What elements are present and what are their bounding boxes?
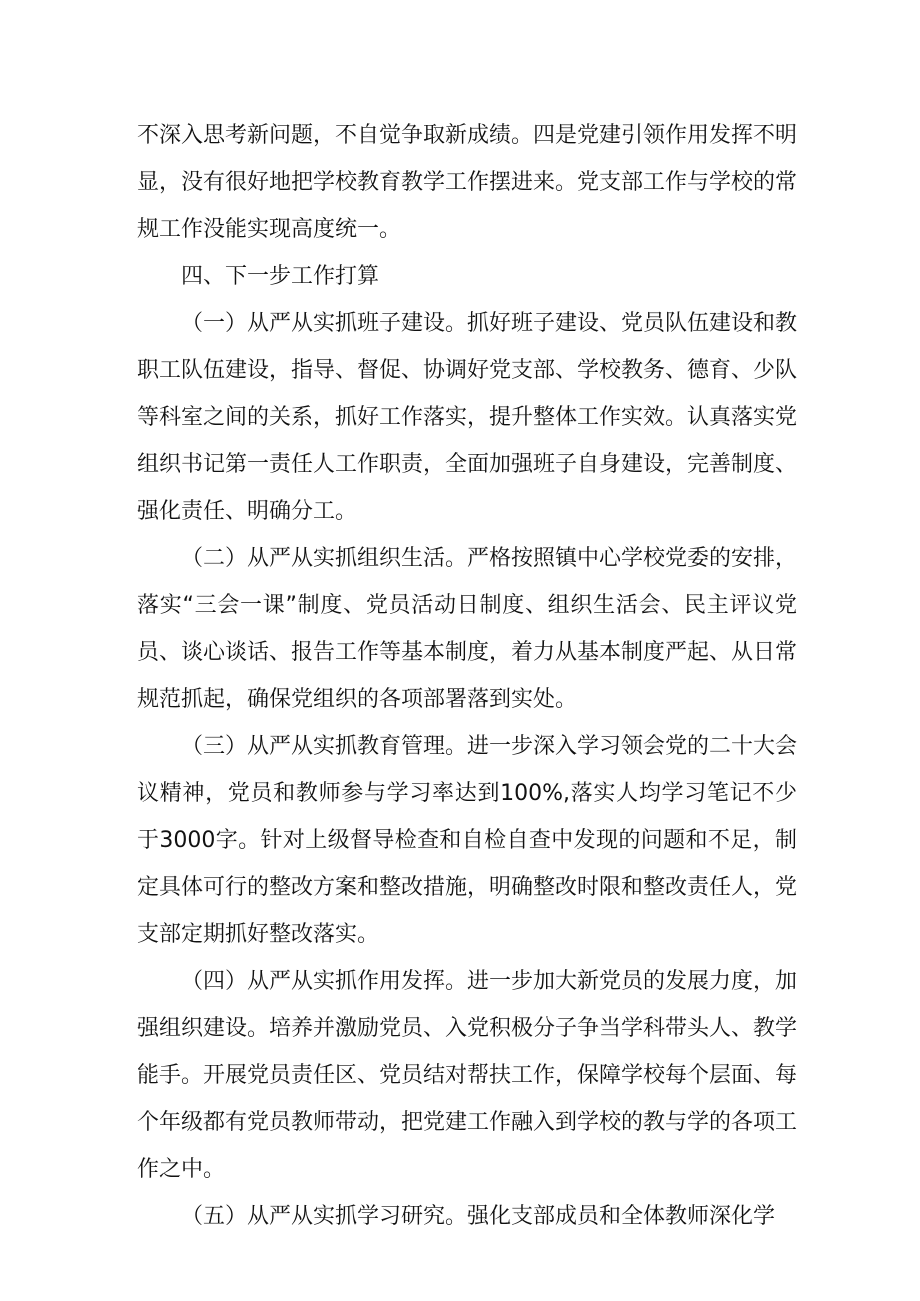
- paragraph-item-4: （四）从严从实抓作用发挥。进一步加大新党员的发展力度，加强组织建设。培养并激励党员、入党积极分子争当学科带头人、教学能手。开展党员责任区、党员结对帮扶工作，保障学校每个层面、每个年级都有党员教师带动，把党建工作融入到学校的教与学的各项工作之中。: [137, 969, 798, 1182]
- paragraph-item-2: （二）从严从实抓组织生活。严格按照镇中心学校党委的安排，落实“三会一课”制度、党员活动日制度、组织生活会、民主评议党员、谈心谈话、报告工作等基本制度，着力从基本制度严起、从日常规范抓起，确保党组织的各项部署落到实处。: [137, 546, 798, 712]
- paragraph-problems-continued: 不深入思考新问题，不自觉争取新成绩。四是党建引领作用发挥不明显，没有很好地把学校教育教学工作摆进来。党支部工作与学校的常规工作没能实现高度统一。: [137, 123, 798, 242]
- paragraph-item-3: （三）从严从实抓教育管理。进一步深入学习领会党的二十大会议精神，党员和教师参与学习率达到100%,落实人均学习笔记不少于3000字。针对上级督导检查和自检自查中发现的问题和不足，制定具体可行的整改方案和整改措施，明确整改时限和整改责任人，党支部定期抓好整改落实。: [137, 734, 798, 947]
- paragraph-item-1: （一）从严从实抓班子建设。抓好班子建设、党员队伍建设和教职工队伍建设，指导、督促、协调好党支部、学校教务、德育、少队等科室之间的关系，抓好工作落实，提升整体工作实效。认真落实党组织书记第一责任人工作职责，全面加强班子自身建设，完善制度、强化责任、明确分工。: [137, 311, 798, 524]
- section-heading-next-steps: 四、下一步工作打算: [181, 264, 380, 289]
- document-body: [137, 112, 797, 1240]
- paragraph-item-5: （五）从严从实抓学习研究。强化支部成员和全体教师深化学: [181, 1204, 776, 1229]
